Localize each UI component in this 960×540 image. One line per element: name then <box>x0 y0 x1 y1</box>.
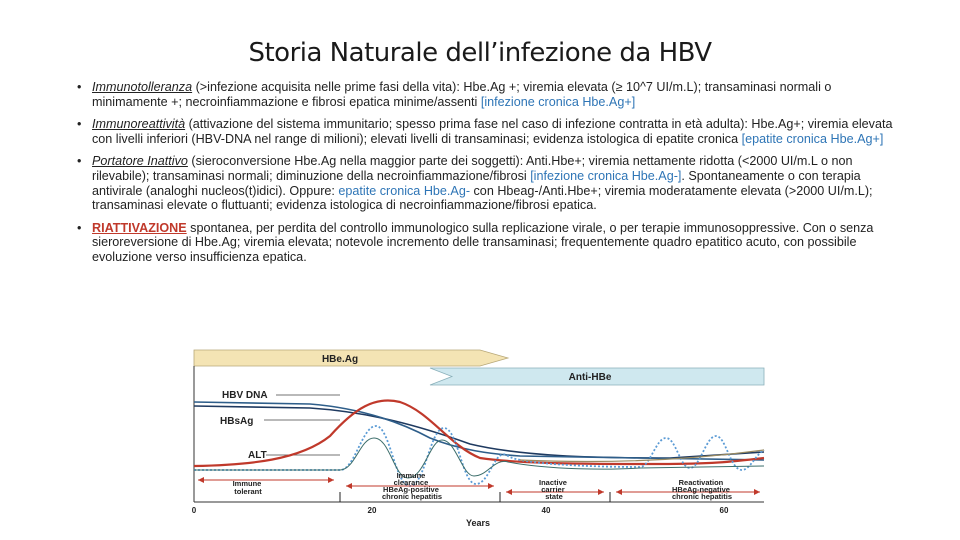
hbsag-curve <box>194 406 764 458</box>
phase-text: Immune <box>232 479 262 488</box>
bullet-highlight: [epatite cronica Hbe.Ag+] <box>741 131 884 146</box>
bullet-immunotolleranza <box>74 80 896 109</box>
bullet-list <box>74 80 896 273</box>
term-riattivazione: RIATTIVAZIONE <box>92 220 187 235</box>
bullet-text: (sieroconversione Hbe.Ag nella maggior parte dei soggetti): Anti.Hbe+; viremia nettamente ridotta (<2000 UI/m.L o non rilevabile); transaminasi normali; diminuzione della necroinfiammazione/fibrosi <box>92 154 853 183</box>
phase-text: clearance <box>393 478 429 487</box>
bullet-highlight: epatite cronica Hbe.Ag- <box>338 183 471 198</box>
x-tick: 20 <box>367 506 377 515</box>
phase-arrowhead <box>488 483 494 489</box>
bullet-portatore-inattivo <box>74 154 896 212</box>
phase-immune-tolerant <box>233 479 264 496</box>
phase-arrowhead <box>598 489 604 495</box>
bullet-text: con Hbeag-/Anti.Hbe+; viremia moderatamente elevata (>2000 UI/m.L); transaminasi elevate o fluttuanti; evidenza istologica di necroinfiammazione/fibrosi epatica. <box>92 183 873 213</box>
bullet-immunoreattivita <box>74 117 896 146</box>
bullet-dot: • <box>77 117 82 132</box>
phase-arrowhead <box>754 489 760 495</box>
phase-text: Inactive <box>538 478 567 487</box>
phase-text: tolerant <box>234 487 262 496</box>
term-portatore-inattivo: Portatore Inattivo <box>92 154 188 169</box>
bullet-text: (attivazione del sistema immunitario; spesso prima fase nel caso di infezione contratta in età adulta): Hbe.Ag+; viremia elevata con livelli inferiori (HBV-DNA nel range di milioni); elevati livelli di transaminasi; evidenza istologica di epatite cronica <box>92 117 893 146</box>
phase-arrowhead <box>616 489 622 495</box>
bullet-dot: • <box>77 220 82 235</box>
x-tick: 0 <box>191 506 197 515</box>
hbeag-label: HBe.Ag <box>321 354 359 365</box>
phase-text: Immune <box>396 471 426 480</box>
bullet-highlight: [infezione cronica Hbe.Ag-] <box>530 168 682 183</box>
phase-carrier <box>539 478 569 501</box>
x-axis-label: Years <box>465 518 491 528</box>
phase-text: carrier <box>541 485 565 494</box>
phase-text: chronic hepatitis <box>671 492 733 501</box>
term-immunotolleranza: Immunotolleranza <box>92 80 193 94</box>
phase-text: chronic hepatitis <box>381 492 443 501</box>
phase-arrowhead <box>198 477 204 483</box>
bullet-text: (>infezione acquisita nelle prime fasi della vita): Hbe.Ag +; viremia elevata (≥ 10^7 UI/m.L); transaminasi normali o minimamente +; necroinfiammazione e fibrosi epatica minime/assenti <box>92 80 832 109</box>
phase-text: HBeAg-negative <box>671 485 730 494</box>
bullet-highlight: [infezione cronica Hbe.Ag+] <box>480 94 636 109</box>
hbv-dna-label: HBV DNA <box>222 390 268 401</box>
phase-arrowhead <box>506 489 512 495</box>
x-tick: 40 <box>541 506 551 515</box>
slide-title: Storia Naturale dell’infezione da HBV <box>248 38 712 68</box>
anti-hbe-label: Anti-HBe <box>568 372 612 383</box>
x-tick: 60 <box>719 506 729 515</box>
bullet-dot: • <box>77 154 82 169</box>
figure-svg <box>190 346 772 530</box>
phase-text: Reactivation <box>678 478 724 487</box>
hbv-natural-history-figure <box>190 346 772 530</box>
alt-label: ALT <box>248 450 267 461</box>
hbv-dna-decline-curve <box>194 400 764 466</box>
bullet-text: spontanea, per perdita del controllo immunologico sulla replicazione virale, o per terapie immunosoppressive. Con o senza sieroreversione di Hbe.Ag; viremia elevata; notevole incremento delle transaminasi; frequentemente quadro epatitico acuto, con possibile evoluzione verso insufficienza epatica. <box>92 220 874 264</box>
phase-arrowhead <box>346 483 352 489</box>
term-immunoreattivita: Immunoreattività <box>92 117 186 132</box>
phase-text: state <box>545 492 563 501</box>
hbv-dna-curve <box>194 402 764 460</box>
phase-clearance <box>382 471 442 501</box>
phase-arrowhead <box>328 477 334 483</box>
alt-dotted-curve <box>194 426 764 486</box>
bullet-dot: • <box>77 80 82 94</box>
bullet-riattivazione <box>74 221 896 265</box>
phase-text: HBeAg-positive <box>383 485 439 494</box>
hbsag-label: HBsAg <box>220 416 254 427</box>
phase-reactivation <box>672 478 732 501</box>
bullet-text: . Spontaneamente o con terapia antivirale (analoghi nucleos(t)idici). Oppure: <box>92 168 861 198</box>
